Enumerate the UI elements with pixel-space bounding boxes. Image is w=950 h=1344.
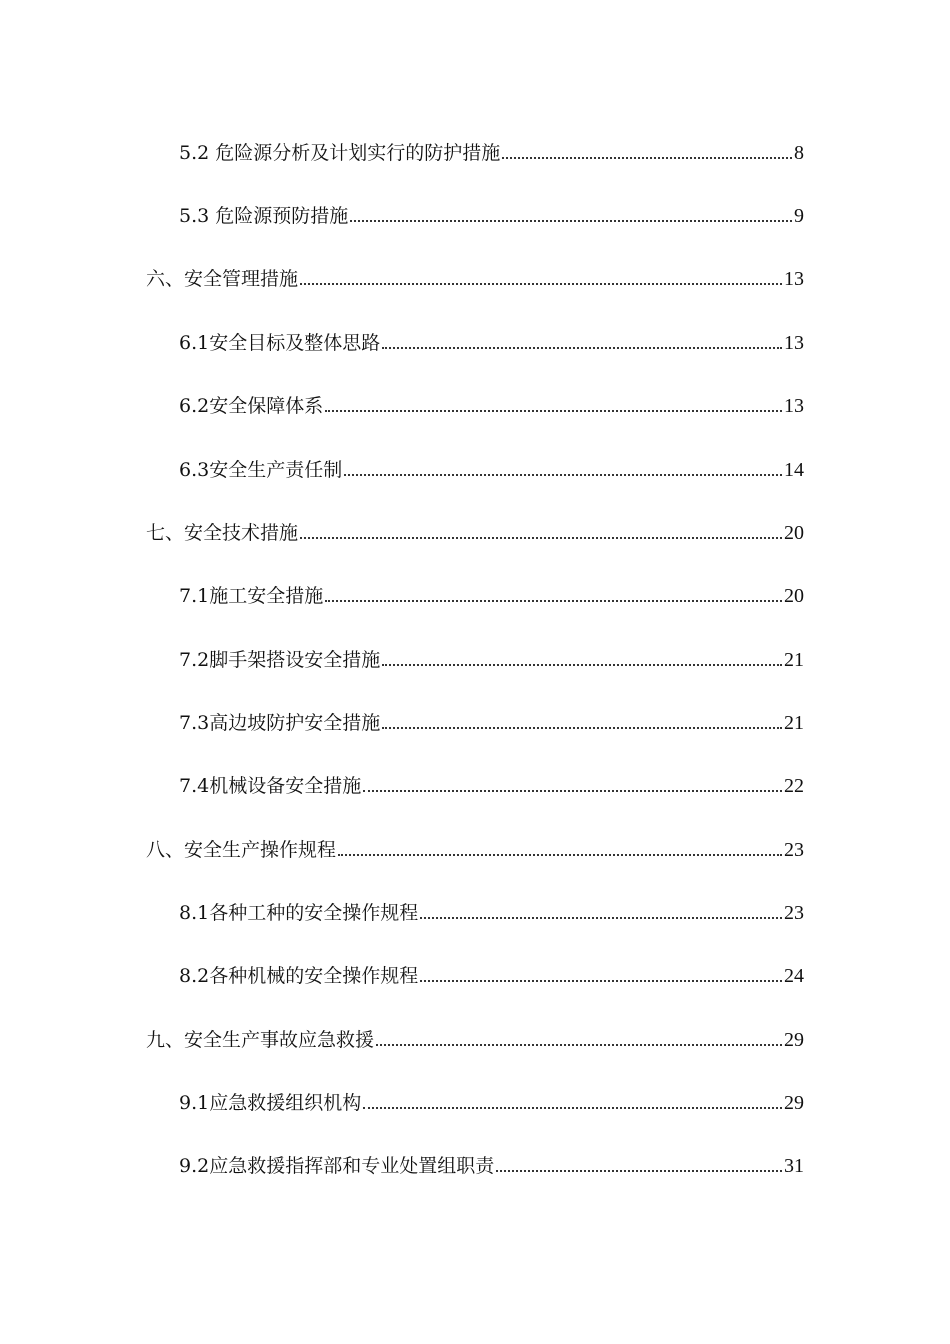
toc-entry-label: 七、安全技术措施 bbox=[146, 522, 299, 544]
toc-entry[interactable] bbox=[179, 136, 804, 166]
toc-entry-page: 14 bbox=[784, 459, 804, 481]
toc-entry[interactable] bbox=[179, 706, 804, 736]
toc-dot-leader bbox=[363, 1107, 782, 1109]
toc-entry-label: 6.1安全目标及整体思路 bbox=[179, 332, 381, 354]
toc-entry[interactable] bbox=[146, 262, 804, 292]
toc-entry-label: 六、安全管理措施 bbox=[146, 268, 299, 290]
toc-entry-label: 5.3 危险源预防措施 bbox=[179, 205, 349, 227]
toc-entry[interactable] bbox=[146, 516, 804, 546]
toc-entry-page: 31 bbox=[784, 1155, 804, 1177]
toc-entry-page: 13 bbox=[784, 332, 804, 354]
toc-dot-leader bbox=[325, 600, 782, 602]
toc-entry[interactable] bbox=[179, 326, 804, 356]
toc-entry-page: 29 bbox=[784, 1092, 804, 1114]
toc-entry-page: 20 bbox=[784, 585, 804, 607]
toc-dot-leader bbox=[300, 283, 782, 285]
toc-entry-page: 29 bbox=[784, 1029, 804, 1051]
toc-entry-page: 20 bbox=[784, 522, 804, 544]
toc-entry[interactable] bbox=[179, 453, 804, 483]
toc-dot-leader bbox=[325, 410, 782, 412]
toc-entry-label: 8.2各种机械的安全操作规程 bbox=[179, 965, 419, 987]
toc-dot-leader bbox=[502, 157, 792, 159]
toc-entry-label: 5.2 危险源分析及计划实行的防护措施 bbox=[179, 142, 501, 164]
toc-dot-leader bbox=[344, 474, 782, 476]
toc-entry-label: 八、安全生产操作规程 bbox=[146, 839, 337, 861]
toc-entry-label: 7.3高边坡防护安全措施 bbox=[179, 712, 381, 734]
toc-entry-label: 6.3安全生产责任制 bbox=[179, 459, 343, 481]
toc-dot-leader bbox=[420, 980, 782, 982]
toc-entry-label: 6.2安全保障体系 bbox=[179, 395, 324, 417]
toc-entry-page: 22 bbox=[784, 775, 804, 797]
toc-entry-page: 23 bbox=[784, 839, 804, 861]
toc-dot-leader bbox=[363, 790, 782, 792]
toc-dot-leader bbox=[420, 917, 782, 919]
toc-entry-page: 13 bbox=[784, 395, 804, 417]
toc-dot-leader bbox=[376, 1044, 782, 1046]
toc-entry-label: 9.2应急救援指挥部和专业处置组职责 bbox=[179, 1155, 495, 1177]
toc-entry-label: 8.1各种工种的安全操作规程 bbox=[179, 902, 419, 924]
toc-entry-page: 21 bbox=[784, 712, 804, 734]
toc-entry-page: 23 bbox=[784, 902, 804, 924]
toc-entry-label: 7.4机械设备安全措施 bbox=[179, 775, 362, 797]
toc-entry[interactable] bbox=[179, 199, 804, 229]
toc-entry-page: 9 bbox=[794, 205, 804, 227]
toc-entry[interactable] bbox=[179, 643, 804, 673]
toc-entry[interactable] bbox=[179, 1086, 804, 1116]
toc-entry-label: 7.2脚手架搭设安全措施 bbox=[179, 649, 381, 671]
toc-entry[interactable] bbox=[146, 1023, 804, 1053]
toc-entry[interactable] bbox=[146, 833, 804, 863]
toc-entry[interactable] bbox=[179, 896, 804, 926]
toc-entry-page: 21 bbox=[784, 649, 804, 671]
toc-dot-leader bbox=[382, 664, 782, 666]
toc-dot-leader bbox=[338, 854, 782, 856]
toc-dot-leader bbox=[300, 537, 782, 539]
toc-dot-leader bbox=[350, 220, 792, 222]
toc-entry[interactable] bbox=[179, 959, 804, 989]
toc-entry[interactable] bbox=[179, 579, 804, 609]
toc-dot-leader bbox=[382, 727, 782, 729]
toc-entry[interactable] bbox=[179, 769, 804, 799]
toc-dot-leader bbox=[496, 1170, 782, 1172]
toc-entry-page: 8 bbox=[794, 142, 804, 164]
toc-entry-page: 24 bbox=[784, 965, 804, 987]
toc-entry-label: 7.1施工安全措施 bbox=[179, 585, 324, 607]
toc-entry-label: 9.1应急救援组织机构 bbox=[179, 1092, 362, 1114]
toc-entry[interactable] bbox=[179, 389, 804, 419]
toc-entry-page: 13 bbox=[784, 268, 804, 290]
toc-entry[interactable] bbox=[179, 1149, 804, 1179]
toc-dot-leader bbox=[382, 347, 782, 349]
toc-entry-label: 九、安全生产事故应急救援 bbox=[146, 1029, 375, 1051]
